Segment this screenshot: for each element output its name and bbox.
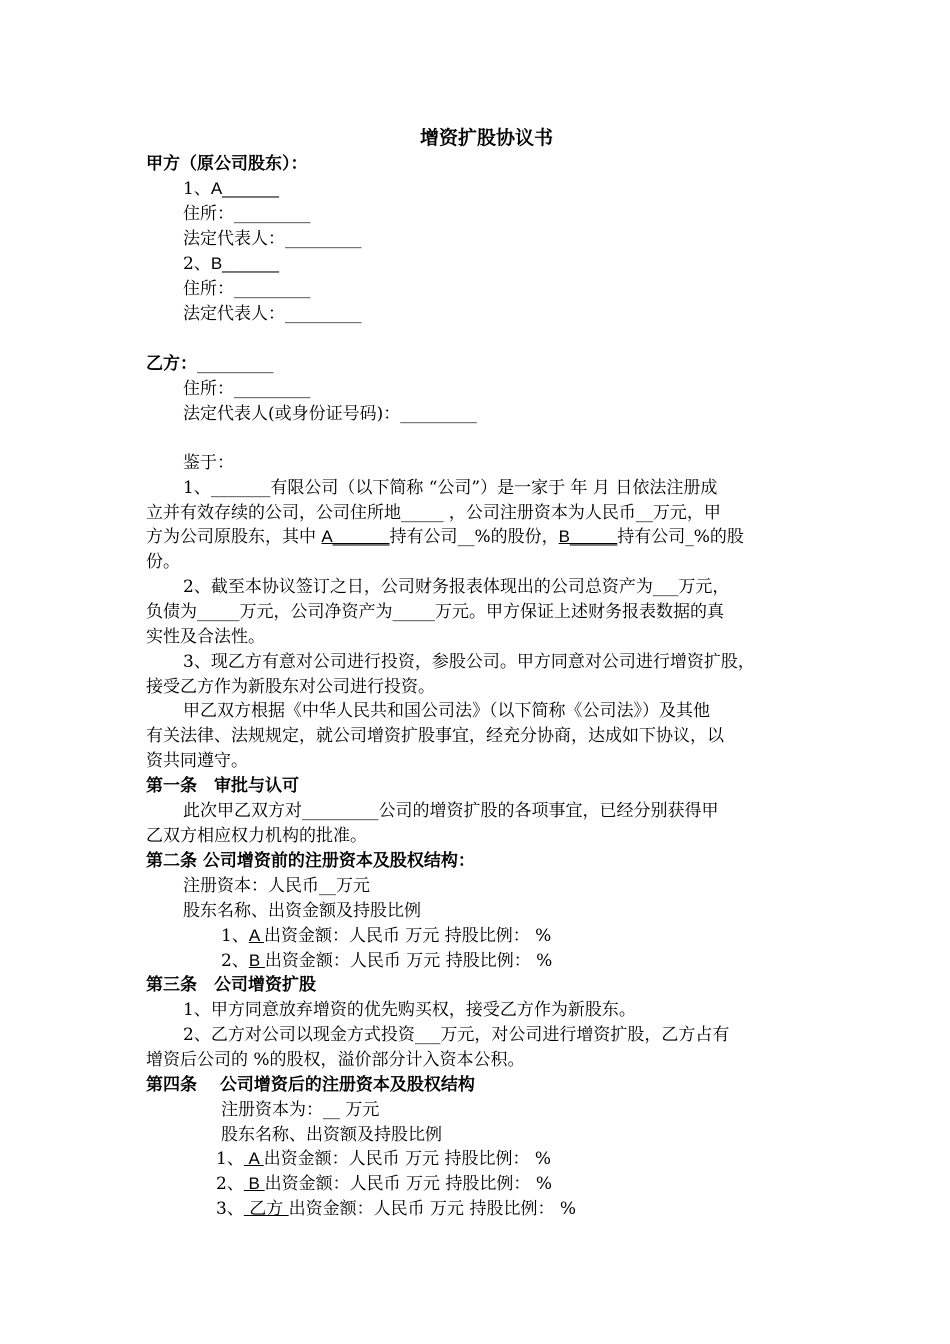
article-2-registered-capital xyxy=(183,874,370,898)
recital-4-line-3: 资共同遵守。 xyxy=(146,751,248,771)
blank-field: __ xyxy=(319,876,336,896)
recital-2-line-2 xyxy=(146,600,724,624)
party-b-representative: 法定代表人(或身份证号码)：_________ xyxy=(183,404,477,424)
party-b-label: 乙方： xyxy=(146,354,197,374)
text-run: 出资金额：人民币 万元 持股比例： % xyxy=(263,1149,552,1169)
blank-field: _____ xyxy=(401,503,444,523)
blank-field: _ xyxy=(685,527,694,547)
text-run: 万元，甲 xyxy=(652,503,721,523)
recital-2-line-1 xyxy=(183,575,729,599)
article-2-shareholder-1 xyxy=(221,924,551,948)
text-run: 注册资本：人民币 xyxy=(183,876,319,896)
text-run: 注册资本为： xyxy=(221,1100,323,1120)
shareholder-name: 乙方 xyxy=(243,1199,289,1219)
recital-4-line-2: 有关法律、法规规定，就公司增资扩股事宜，经充分协商，达成如下协议，以 xyxy=(146,726,724,746)
party-b-address: 住所：_________ xyxy=(183,379,311,399)
recital-1-line-3 xyxy=(146,525,744,549)
shareholder-name-blank: A______ xyxy=(210,179,279,198)
text-run: 此次甲乙双方对 xyxy=(183,801,302,821)
shareholder-name-blank: B______ xyxy=(210,254,279,273)
text-run: 万元， xyxy=(678,577,730,597)
recital-1-line-2 xyxy=(146,501,721,525)
text-run: 立并有效存续的公司，公司住所地 xyxy=(146,503,401,523)
text-run: 公司的增资扩股的各项事宜，已经分别获得甲 xyxy=(378,801,719,821)
article-1-line-2: 乙双方相应权力机构的批准。 xyxy=(146,826,367,846)
item-number: 3、 xyxy=(216,1199,244,1219)
recital-1-line-1 xyxy=(183,476,717,500)
text-run: 出资金额：人民币 万元 持股比例： % xyxy=(288,1199,577,1219)
blank-field: __ xyxy=(635,503,653,523)
text-run: 持有公司 xyxy=(389,527,458,547)
article-1-line-1 xyxy=(183,799,719,823)
article-3-line-3: 增资后公司的 %的股权，溢价部分计入资本公积。 xyxy=(146,1050,525,1070)
party-a-shareholder-1-name xyxy=(183,177,279,201)
recital-4-line-1: 甲乙双方根据《中华人民共和国公司法》（以下简称《公司法》）及其他 xyxy=(183,701,710,721)
blank-field: _________ xyxy=(302,801,379,821)
article-4-heading: 第四条 公司增资后的注册资本及股权结构 xyxy=(146,1075,475,1095)
text-run: 负债为 xyxy=(146,602,197,622)
text-run: 万元 xyxy=(336,876,370,896)
text-run: 万元，对公司进行增资扩股，乙方占有 xyxy=(440,1025,730,1045)
blank-field: __ xyxy=(323,1100,340,1120)
article-4-shareholder-2 xyxy=(216,1172,552,1196)
party-a-shareholder-2-name xyxy=(183,252,279,276)
item-number: 2、 xyxy=(221,951,249,971)
article-2-shareholder-2 xyxy=(221,949,552,973)
text-run: 出资金额：人民币 万元 持股比例： % xyxy=(264,951,553,971)
item-number: 2、 xyxy=(216,1174,244,1194)
recital-3-line-2: 接受乙方作为新股东对公司进行投资。 xyxy=(146,677,435,697)
article-4-subheading: 股东名称、出资额及持股比例 xyxy=(221,1125,442,1145)
text-run: ，公司注册资本为人民币 xyxy=(443,503,636,523)
text-run: %的股 xyxy=(693,527,744,547)
text-run: 持有公司 xyxy=(617,527,686,547)
recital-2-line-3: 实性及合法性。 xyxy=(146,627,265,647)
text-run: 方为公司原股东，其中 xyxy=(146,527,322,547)
article-4-shareholder-3 xyxy=(216,1197,576,1221)
article-2-heading: 第二条 公司增资前的注册资本及股权结构： xyxy=(146,851,475,871)
party-a-heading: 甲方（原公司股东）： xyxy=(146,154,308,174)
blank-field: _______ xyxy=(210,478,271,498)
article-3-heading: 第三条 公司增资扩股 xyxy=(146,975,316,995)
text-run: %的股份， xyxy=(474,527,559,547)
text-run: 1、 xyxy=(183,478,211,498)
article-4-registered-capital xyxy=(221,1098,379,1122)
party-b-heading xyxy=(146,352,274,376)
blank-field: _____ xyxy=(197,602,240,622)
shareholder-a-blank: A______ xyxy=(321,527,390,546)
blank-field: _____ xyxy=(392,602,435,622)
article-3-line-2 xyxy=(183,1023,729,1047)
text-run: 2、截至本协议签订之日，公司财务报表体现出的公司总资产为 xyxy=(183,577,653,597)
text-run: 万元。甲方保证上述财务报表数据的真 xyxy=(435,602,724,622)
blank-field: __ xyxy=(457,527,475,547)
article-4-shareholder-1 xyxy=(216,1147,551,1171)
recital-3-line-1: 3、现乙方有意对公司进行投资，参股公司。甲方同意对公司进行增资扩股， xyxy=(183,652,755,672)
shareholder-name: B xyxy=(243,1174,265,1193)
item-number: 2、 xyxy=(183,254,211,274)
article-1-heading: 第一条 审批与认可 xyxy=(146,776,299,796)
item-number: 1、 xyxy=(216,1149,244,1169)
shareholder-b-blank: B_____ xyxy=(558,527,618,546)
text-run: 出资金额：人民币 万元 持股比例： % xyxy=(264,1174,552,1194)
item-number: 1、 xyxy=(183,179,211,199)
recital-1-line-4: 份。 xyxy=(146,552,180,572)
blank-field: ___ xyxy=(414,1025,441,1045)
party-a-shareholder-1-representative: 法定代表人：_________ xyxy=(183,229,362,249)
party-b-blank: _________ xyxy=(197,354,274,374)
shareholder-name: B xyxy=(248,951,265,970)
text-run: 2、乙方对公司以现金方式投资 xyxy=(183,1025,415,1045)
party-a-shareholder-2-representative: 法定代表人：_________ xyxy=(183,304,362,324)
party-a-shareholder-1-address: 住所：_________ xyxy=(183,204,311,224)
document-title: 增资扩股协议书 xyxy=(420,127,554,149)
party-a-shareholder-2-address: 住所：_________ xyxy=(183,279,311,299)
text-run: 有限公司（以下简称 “公司”）是一家于 年 月 日依法注册成 xyxy=(270,478,718,498)
article-2-subheading: 股东名称、出资金额及持股比例 xyxy=(183,901,421,921)
article-3-line-1: 1、甲方同意放弃增资的优先购买权，接受乙方作为新股东。 xyxy=(183,1000,636,1020)
recitals-intro: 鉴于： xyxy=(183,453,234,473)
text-run: 出资金额：人民币 万元 持股比例： % xyxy=(263,926,552,946)
item-number: 1、 xyxy=(221,926,249,946)
blank-field: ___ xyxy=(652,577,679,597)
text-run: 万元 xyxy=(340,1100,380,1120)
shareholder-name: A xyxy=(243,1149,264,1168)
text-run: 万元，公司净资产为 xyxy=(239,602,393,622)
shareholder-name: A xyxy=(248,926,264,945)
